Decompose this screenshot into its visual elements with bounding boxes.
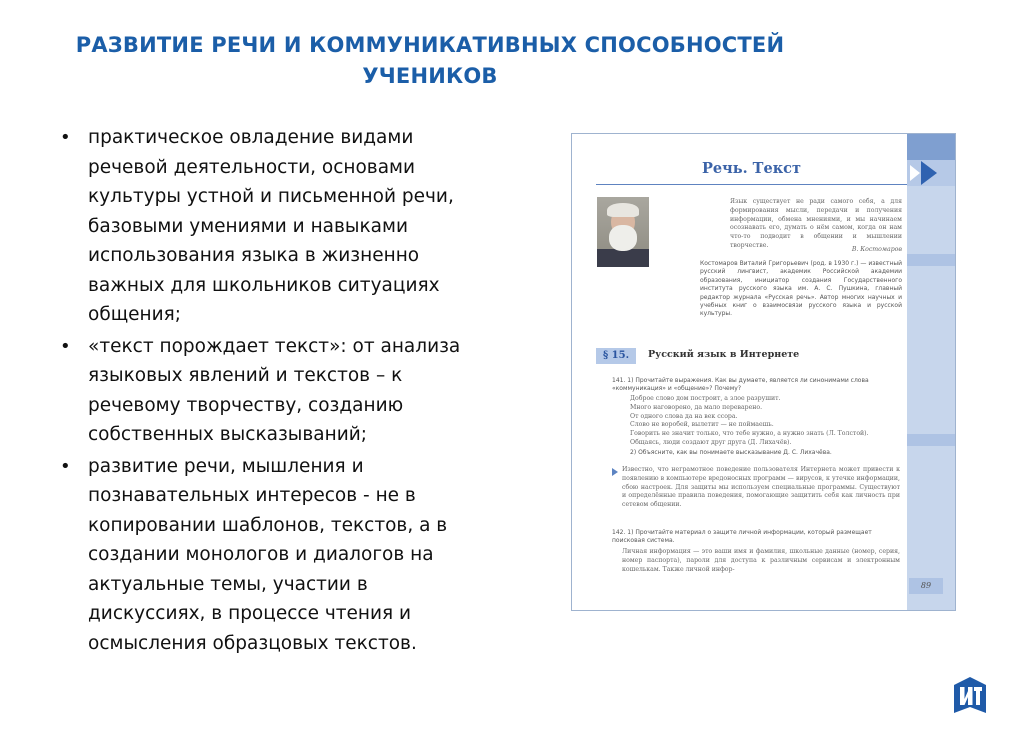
publisher-logo-icon — [951, 675, 989, 717]
author-bio: Костомаров Виталий Григорьевич (род. в 1930 г.) — известный русский лингвист, академик Российской академии образования, инициатор создания Государственного института русского языка им. А. С. Пушкина, главный редактор журнала «Русская речь». Автор многих научных и учебных книг о взаимосвязи русского языка и русской культуры. — [700, 260, 902, 318]
marker-icon — [612, 468, 618, 476]
bullet-icon: • — [60, 127, 71, 148]
bullet-item — [60, 332, 490, 450]
heading-divider — [596, 184, 907, 185]
bullet-text: «текст порождает текст»: от анализа языковых явлений и текстов – к речевому творчеству, созданию собственных высказываний; — [88, 335, 461, 445]
section-header — [596, 346, 907, 368]
section-title: Русский язык в Интернете — [648, 349, 800, 360]
bullet-icon: • — [60, 455, 71, 477]
bullet-text: развитие речи, мышления и познавательных интересов - не в копировании шаблонов, текстов, а в создании монологов и диалогов на актуальные темы, участии в дискуссиях, в процессе чтения и осмысления образцовых текстов. — [88, 455, 448, 654]
exercise-142: 142. 1) Прочитайте материал о защите личной информации, который размещает поисковая система. — [612, 529, 872, 545]
epigraph-author: В. Костомаров — [851, 246, 902, 253]
arrow-right-icon — [921, 161, 937, 185]
slide-title — [0, 30, 860, 92]
section-number: § 15. — [596, 348, 636, 364]
bullet-item — [60, 452, 490, 659]
slide-title-line-2: УЧЕНИКОВ — [362, 64, 498, 88]
slide-title-line-1: РАЗВИТИЕ РЕЧИ И КОММУНИКАТИВНЫХ СПОСОБНОСТЕЙ — [75, 33, 785, 57]
page-number: 89 — [909, 578, 943, 594]
epigraph-quote: Язык существует не ради самого себя, а для формирования мысли, передачи и получения информации, обмена мнениями, и мы начинаем осознавать его, думать о нём самом, когда он нам что-то подводит в общении и мышлении творчестве. — [730, 198, 902, 249]
info-paragraph-2: Личная информация — это ваши имя и фамилия, школьные данные (номер, серия, номер паспорта), пароли для доступа к различным сервисам и электронным кошелькам. Также личной инфор- — [622, 548, 900, 573]
textbook-heading: Речь. Текст — [702, 160, 801, 177]
page-side-strip — [907, 134, 955, 610]
bullet-list — [60, 123, 490, 660]
info-paragraph: Известно, что неграмотное поведение пользователя Интернета может привести к появлению в компьютере вредоносных программ — вирусов, к утечке информации, сбою настроек. Для защиты мы используем специальные программы. Существуют и определённые правила поведения, помогающие защитить себя как личность при сетевом общении. — [622, 466, 900, 509]
exercise-141: 141. 1) Прочитайте выражения. Как вы думаете, является ли синонимами слова «коммуникация» и «общение»? Почему? — [612, 377, 869, 393]
bullet-text: практическое овладение видами речевой деятельности, основами культуры устной и письменной речи, базовыми умениями и навыками использования языка в жизненно важных для школьников ситуациях общения; — [88, 127, 454, 325]
textbook-page-image — [571, 133, 956, 611]
author-portrait — [597, 197, 649, 267]
proverbs-list: Доброе слово дом построит, а злое разрушит. Много наговорено, да мало переварено. От одного слова да на век ссора. Слово не воробей, вылетит — не поймаешь. Говорить не значит только, что тебе нужно, а нужно знать (Л. Толстой). Общаясь, люди создают друг друга (Д. Лихачёв). — [630, 395, 869, 446]
bullet-icon: • — [60, 335, 71, 357]
bullet-item — [60, 123, 490, 330]
exercise-141-part-2: 2) Объясните, как вы понимаете высказывание Д. С. Лихачёва. — [630, 449, 832, 456]
